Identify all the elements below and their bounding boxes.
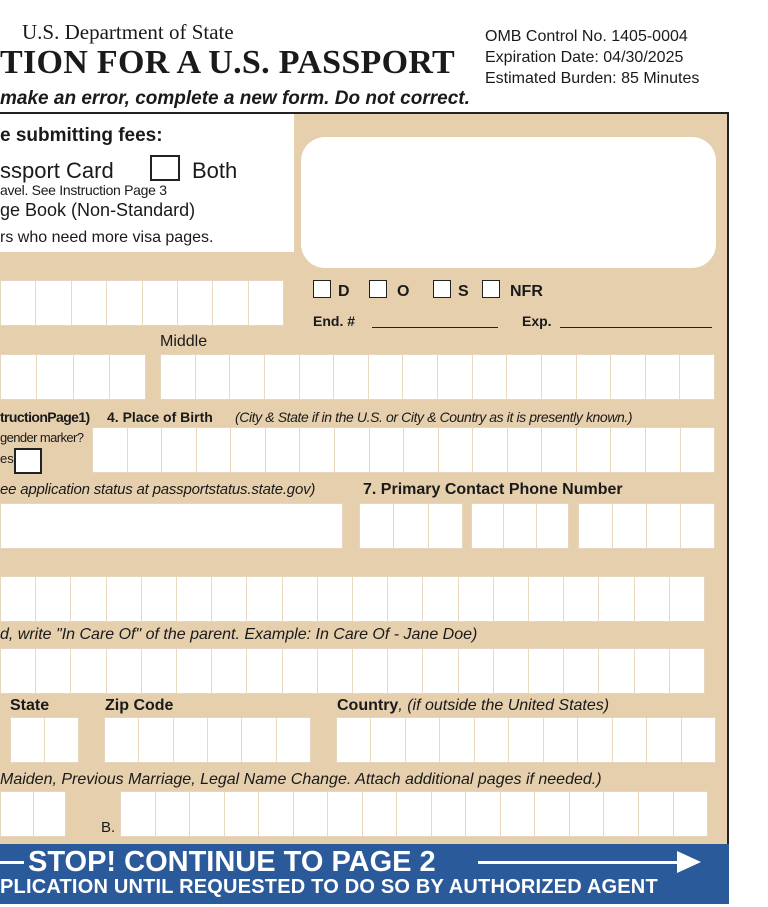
country-label-group (337, 697, 609, 715)
visa-pages-note: rs who need more visa pages. (0, 229, 214, 246)
mailing-address-line1[interactable] (0, 576, 705, 622)
banner-arrow-line (478, 861, 678, 864)
gender-marker-question: gender marker? (0, 430, 84, 445)
other-name-b-label: B. (101, 819, 116, 836)
d-label: D (338, 283, 350, 300)
both-label: Both (192, 158, 238, 183)
other-names-hint: Maiden, Previous Marriage, Legal Name Change. Attach additional pages if needed.) (0, 771, 602, 788)
nfr-checkbox[interactable] (482, 280, 500, 298)
instruction-ref: avel. See Instruction Page 3 (0, 182, 167, 198)
arrow-right-icon (677, 851, 701, 873)
end-line[interactable] (372, 327, 498, 328)
expiration-date: Expiration Date: 04/30/2025 (485, 49, 684, 66)
zip-field[interactable] (104, 717, 311, 763)
field-row-name-last[interactable] (0, 280, 284, 326)
email-field[interactable] (0, 503, 343, 549)
first-name-field[interactable] (0, 354, 146, 400)
omb-number: OMB Control No. 1405-0004 (485, 28, 688, 45)
phone-prefix[interactable] (471, 503, 569, 549)
phone-area-code[interactable] (359, 503, 463, 549)
email-status-hint: ee application status at passportstatus.state.gov) (0, 481, 316, 498)
s-label: S (458, 283, 469, 300)
state-field[interactable] (10, 717, 79, 763)
exp-label: Exp. (522, 313, 552, 329)
place-of-birth-field[interactable] (92, 427, 715, 473)
large-book-label: ge Book (Non-Standard) (0, 200, 196, 220)
o-label: O (397, 283, 410, 300)
both-checkbox[interactable] (150, 155, 180, 181)
phone-label: 7. Primary Contact Phone Number (363, 481, 623, 498)
department-name: U.S. Department of State (22, 20, 234, 44)
place-of-birth-label: 4. Place of Birth (107, 409, 213, 425)
s-checkbox[interactable] (433, 280, 451, 298)
fees-heading: e submitting fees: (0, 125, 163, 146)
warning-line: make an error, complete a new form. Do not correct. (0, 88, 470, 109)
other-name-a-field[interactable] (0, 791, 66, 837)
exp-line[interactable] (560, 327, 712, 328)
place-of-birth-hint: (City & State if in the U.S. or City & Country as it is presently known.) (235, 409, 633, 425)
gender-marker-yes-checkbox[interactable] (14, 448, 42, 474)
sex-instruction-ref: tructionPage1) (0, 409, 90, 425)
omb-block (485, 26, 699, 89)
middle-name-field[interactable] (160, 354, 715, 400)
end-label: End. # (313, 313, 356, 329)
mailing-address-line2[interactable] (0, 648, 705, 694)
burden: Estimated Burden: 85 Minutes (485, 70, 700, 87)
d-checkbox[interactable] (313, 280, 331, 298)
photo-box (301, 137, 716, 268)
middle-name-label: Middle (160, 333, 208, 350)
country-label: Country (337, 697, 399, 714)
state-label: State (10, 697, 50, 714)
form-title: TION FOR A U.S. PASSPORT (0, 44, 456, 81)
zip-label: Zip Code (105, 697, 174, 714)
gender-yes-label: es (0, 451, 14, 466)
country-field[interactable] (336, 717, 716, 763)
stop-continue-text: STOP! CONTINUE TO PAGE 2 (28, 846, 436, 878)
agent-notice: PLICATION UNTIL REQUESTED TO DO SO BY AUTHORIZED AGENT (0, 876, 658, 898)
banner-left-rule (0, 861, 24, 864)
footer-banner (0, 844, 729, 904)
country-hint: , (if outside the United States) (398, 697, 610, 714)
other-name-b-field[interactable] (120, 791, 708, 837)
nfr-label: NFR (510, 283, 543, 300)
phone-line[interactable] (578, 503, 715, 549)
o-checkbox[interactable] (369, 280, 387, 298)
passport-card-label: ssport Card (0, 158, 114, 183)
care-of-hint: d, write "In Care Of" of the parent. Example: In Care Of - Jane Doe) (0, 626, 478, 643)
